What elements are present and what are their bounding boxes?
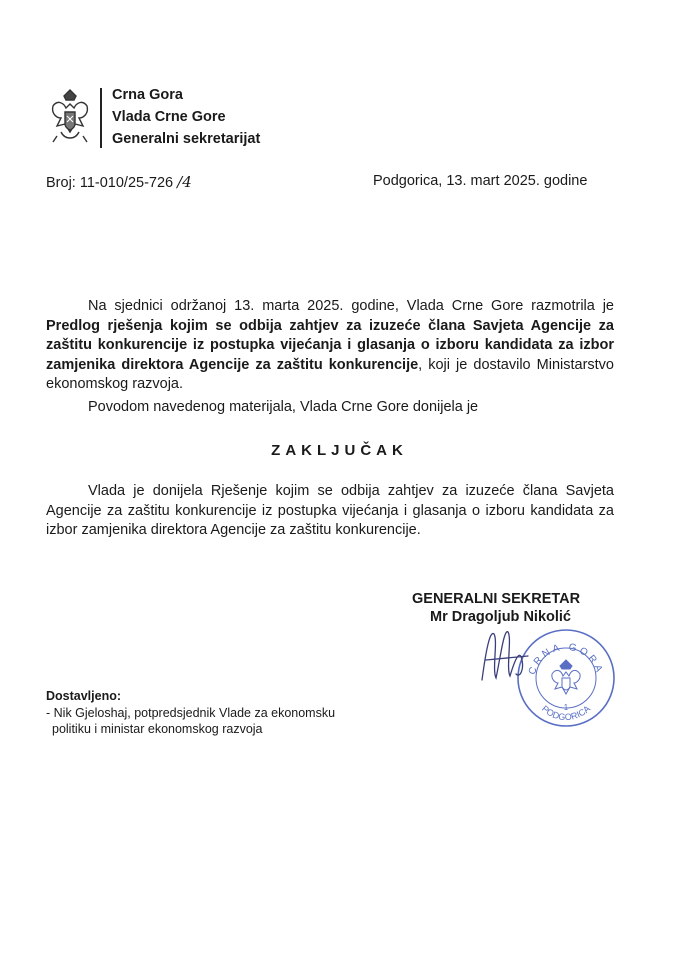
handwritten-signature bbox=[476, 620, 536, 690]
svg-text:CRNA GORA bbox=[527, 642, 605, 677]
stamp-bottom-text: PODGORICA bbox=[539, 703, 593, 723]
paragraph-intro-end: , koji je dostavilo Ministarstvo ekonomskog razvoja. bbox=[46, 356, 614, 392]
reference-number bbox=[46, 173, 192, 191]
paragraph-intro bbox=[46, 297, 614, 395]
stamp-top-text: CRNA GORA bbox=[526, 641, 606, 677]
stamp-number: 1 bbox=[563, 703, 569, 712]
paragraph-conclusion: Vlada je donijela Rješenje kojim se odbija zahtjev za izuzeće člana Savjeta Agencije za zaštitu konkurencije iz postupka vijećanja i glasanja o izboru kandidata za izbor zamjenika direktora Agencije za zaštitu konkurencije. bbox=[46, 483, 614, 538]
header-divider bbox=[100, 88, 102, 148]
paragraph-decision-intro: Povodom navedenog materijala, Vlada Crne Gore donijela je bbox=[88, 399, 479, 415]
signatory-title: GENERALNI SEKRETAR bbox=[412, 591, 581, 607]
coat-of-arms-icon bbox=[47, 88, 93, 146]
header-department: Generalni sekretarijat bbox=[112, 131, 261, 147]
header-country: Crna Gora bbox=[112, 87, 183, 103]
document-date: Podgorica, 13. mart 2025. godine bbox=[373, 173, 588, 189]
distribution-heading: Dostavljeno: bbox=[46, 689, 122, 703]
distribution-item: - Nik Gjeloshaj, potpredsjednik Vlade za ekonomsku bbox=[46, 706, 336, 720]
reference-number-text: Broj: 11-010/25-726 bbox=[46, 175, 174, 191]
stamp-emblem-icon bbox=[552, 660, 580, 694]
header-government: Vlada Crne Gore bbox=[112, 109, 226, 125]
reference-number-handwritten: /4 bbox=[177, 173, 192, 191]
paragraph-intro-start: Na sjednici održanoj 13. marta 2025. godine, Vlada Crne Gore razmotrila je bbox=[88, 298, 614, 314]
signatory-name: Mr Dragoljub Nikolić bbox=[430, 609, 571, 625]
conclusion-heading: ZAKLJUČAK bbox=[271, 442, 408, 459]
distribution-item-continued: politiku i ministar ekonomskog razvoja bbox=[52, 722, 263, 736]
distribution-list bbox=[46, 705, 366, 737]
institution-header bbox=[112, 84, 260, 150]
proposal-title: Predlog rješenja kojim se odbija zahtjev za izuzeće člana Savjeta Agencije za zaštitu konkurencije iz postupka vijećanja i glasanja o izboru kandidata za izbor zamjenika direktora Agencije za zaštitu konkurencije bbox=[46, 317, 614, 373]
